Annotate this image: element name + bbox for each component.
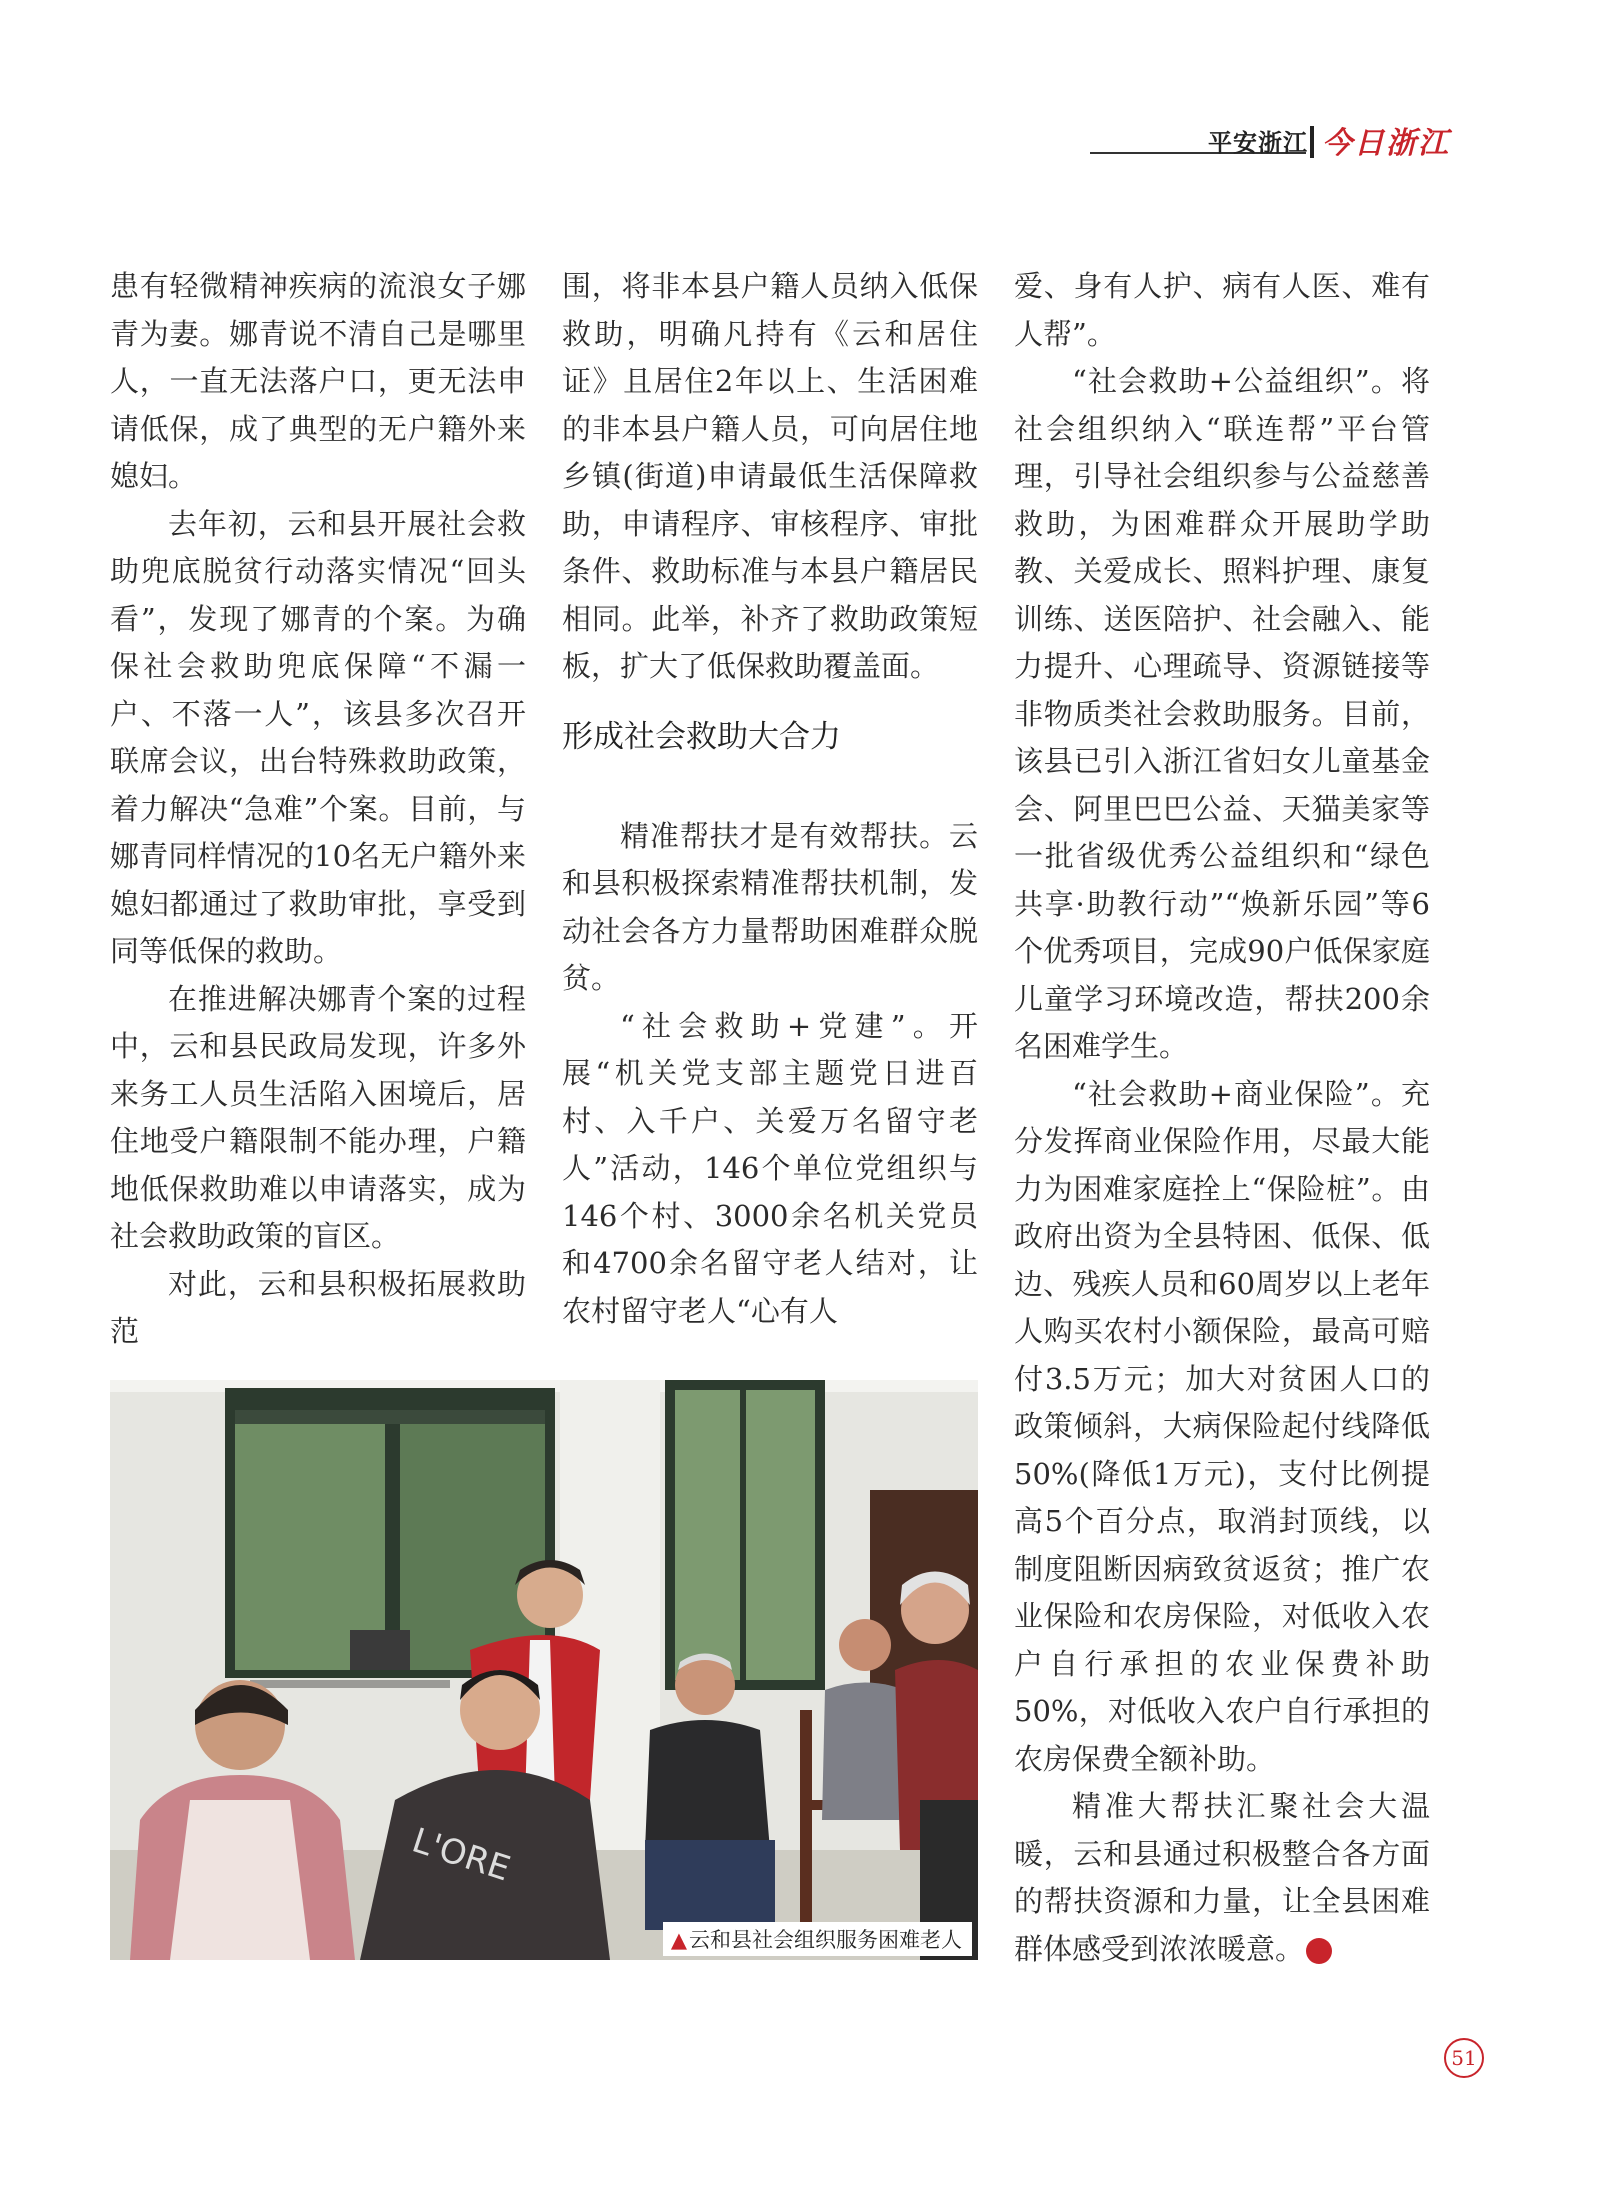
paragraph: “社会救助+商业保险”。充分发挥商业保险作用，尽最大能力为困难家庭拴上“保险桩”。由政府出资为全县特困、低保、低边、残疾人员和60周岁以上老年人购买农村小额保险，最高可赔付3.5万元；加大对贫困人口的政策倾斜，大病保险起付线降低50%(降低1万元)，支付比例提高5个百分点，取消封顶线，以制度阻断因病致贫返贫；推广农业保险和农房保险，对低收入农户自行承担的农业保费补助50%，对低收入农户自行承担的农房保费全额补助。 xyxy=(1014,1076,1430,1776)
section-title: 平安浙江 xyxy=(1208,129,1308,157)
paragraph: 患有轻微精神疾病的流浪女子娜青为妻。娜青说不清自己是哪里人，一直无法落户口，更无法申请低保，成了典型的无户籍外来媳妇。 xyxy=(110,269,526,493)
caption-marker-icon: ▲ xyxy=(670,1928,687,1952)
cape-logo-text: L'ORE xyxy=(407,1820,515,1890)
paragraph: 在推进解决娜青个案的过程中，云和县民政局发现，许多外来务工人员生活陷入困境后，居住地受户籍限制不能办理，户籍地低保救助难以申请落实，成为社会救助政策的盲区。 xyxy=(110,981,526,1253)
section-subheading: 形成社会救助大合力 xyxy=(562,718,841,755)
paragraph: “社会救助+党建”。开展“机关党支部主题党日进百村、入千户、关爱万名留守老人”活动，146个单位党组织与146个村、3000余名机关党员和4700余名留守老人结对，让农村留守老人“心有人 xyxy=(562,1008,978,1328)
paragraph: 对此，云和县积极拓展救助范 xyxy=(110,1266,526,1348)
article-photo xyxy=(110,1380,978,1960)
paragraph: 去年初，云和县开展社会救助兜底脱贫行动落实情况“回头看”，发现了娜青的个案。为确保社会救助兜底保障“不漏一户、不落一人”，该县多次召开联席会议，出台特殊救助政策，着力解决“急难”个案。目前，与娜青同样情况的10名无户籍外来媳妇都通过了救助审批，享受到同等低保的救助。 xyxy=(110,506,526,968)
page-number: 51 xyxy=(1444,2038,1484,2078)
magazine-logo: 今日浙江 xyxy=(1322,126,1450,161)
paragraph: 围，将非本县户籍人员纳入低保救助，明确凡持有《云和居住证》且居住2年以上、生活困难的非本县户籍人员，可向居住地乡镇(街道)申请最低生活保障救助，申请程序、审核程序、审批条件、救助标准与本县户籍居民相同。此举，补齐了救助政策短板，扩大了低保救助覆盖面。 xyxy=(562,269,978,683)
paragraph-closing xyxy=(1014,1783,1430,1973)
paragraph: “社会救助+公益组织”。将社会组织纳入“联连帮”平台管理，引导社会组织参与公益慈善救助，为困难群众开展助学助教、关爱成长、照料护理、康复训练、送医陪护、社会融入、能力提升、心理疏导、资源链接等非物质类社会救助服务。目前，该县已引入浙江省妇女儿童基金会、阿里巴巴公益、天猫美家等一批省级优秀公益组织和“绿色共享·助教行动”“焕新乐园”等6个优秀项目，完成90户低保家庭儿童学习环境改造，帮扶200余名困难学生。 xyxy=(1014,364,1430,1063)
window xyxy=(665,1380,825,1690)
paragraph: 精准帮扶才是有效帮扶。云和县积极探索精准帮扶机制，发动社会各方力量帮助困难群众脱贫。 xyxy=(562,818,978,995)
caption-text: 云和县社会组织服务困难老人 xyxy=(689,1928,962,1952)
closing-text: 精准大帮扶汇聚社会大温暖，云和县通过积极整合各方面的帮扶资源和力量，让全县困难群体感受到浓浓暖意。 xyxy=(1014,1789,1430,1966)
article-column-3 xyxy=(1014,263,1430,1973)
photo-illustration xyxy=(110,1380,978,1960)
article-column-2 xyxy=(562,263,978,1335)
photo-caption xyxy=(663,1922,972,1956)
paragraph: 爱、身有人护、病有人医、难有人帮”。 xyxy=(1014,269,1430,351)
end-mark-icon: 今 xyxy=(1306,1938,1332,1964)
header-divider xyxy=(1310,126,1314,158)
article-column-1 xyxy=(110,263,526,1356)
